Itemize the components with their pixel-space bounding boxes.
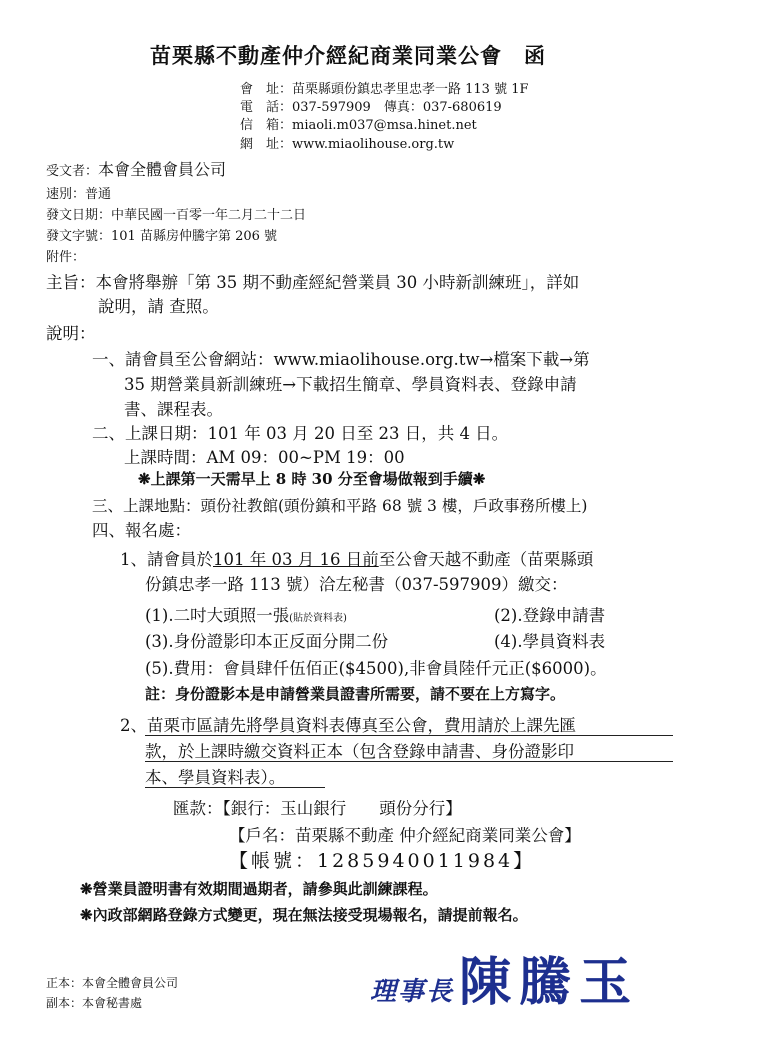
item2-line1: 二、上課日期：101 年 03 月 20 日至 23 日，共 4 日。 xyxy=(92,424,509,443)
document-title: 苗栗縣不動產仲介經紀商業同業公會 函 xyxy=(150,43,546,68)
item1-line1: 一、請會員至公會網站：www.miaolihouse.org.tw→檔案下載→第 xyxy=(92,350,590,369)
item1-line2: 35 期營業員新訓練班→下載招生簡章、學員資料表、登錄申請 xyxy=(124,375,577,394)
sub1-suffix: 至公會天越不動產（苗栗縣頭 xyxy=(378,550,594,569)
attach-line: 附件： xyxy=(46,250,86,265)
sub2-line2: 款，於上課時繳交資料正本（包含登錄申請書、身份證影印 xyxy=(145,742,574,761)
item3-line: 三、上課地點：頭份社教館(頭份鎮和平路 68 號 3 樓，戶政事務所樓上) xyxy=(92,497,588,515)
id-note: 註：身份證影本是申請營業員證書所需要，請不要在上方寫字。 xyxy=(145,685,566,703)
recipient-value: 本會全體會員公司 xyxy=(98,160,227,179)
speed-line: 速別：普通 xyxy=(46,187,112,202)
star-note-1: ❋營業員證明書有效期間過期者，請參與此訓練課程。 xyxy=(80,880,438,898)
header-website: 網 址：www.miaolihouse.org.tw xyxy=(240,137,455,152)
sub1-line1 xyxy=(120,546,593,570)
option-4: (4).學員資料表 xyxy=(494,632,606,651)
item2-note: ❋上課第一天需早上 8 時 30 分至會場做報到手續❋ xyxy=(138,470,486,488)
signature-role: 理事長 xyxy=(370,977,455,1007)
option-1 xyxy=(145,602,347,626)
option-3: (3).身份證影印本正反面分開二份 xyxy=(145,632,389,651)
signature-name: 陳騰玉 xyxy=(459,953,640,1013)
account-number-line: 【帳號：1285940011984】 xyxy=(229,850,536,872)
footer-original: 正本：本會全體會員公司 xyxy=(46,976,179,990)
item1-line3: 書、課程表。 xyxy=(124,400,223,419)
recipient-label: 受文者： xyxy=(46,164,99,179)
item4-line: 四、報名處： xyxy=(92,521,191,540)
option-2: (2).登錄申請書 xyxy=(494,606,606,625)
subject-line-2: 說明，請 查照。 xyxy=(98,297,219,316)
explain-label: 說明： xyxy=(46,324,96,343)
footer-copy: 副本：本會秘書處 xyxy=(46,996,143,1010)
header-phone: 電 話：037-597909 傳真：037-680619 xyxy=(240,100,502,115)
subject-line-1: 主旨：本會將舉辦「第 35 期不動產經紀營業員 30 小時新訓練班」，詳如 xyxy=(46,273,580,292)
sub2-underline-3 xyxy=(145,787,325,788)
sub2-line1: 2、苗栗市區請先將學員資料表傳真至公會，費用請於上課先匯 xyxy=(120,716,576,735)
option-1-text: (1).二吋大頭照一張 xyxy=(145,606,290,625)
item2-line2: 上課時間：AM 09：00~PM 19：00 xyxy=(124,448,405,467)
sub2-line3: 本、學員資料表）。 xyxy=(145,768,286,787)
date-line: 發文日期：中華民國一百零一年二月二十二日 xyxy=(46,208,307,223)
option-5: (5).費用：會員肆仟伍佰正($4500),非會員陸仟元正($6000)。 xyxy=(145,659,607,678)
signature xyxy=(370,940,639,1015)
header-address: 會 址：苗栗縣頭份鎮忠孝里忠孝一路 113 號 1F xyxy=(240,82,529,97)
star-note-2: ❋內政部網路登錄方式變更，現在無法接受現場報名，請提前報名。 xyxy=(80,906,528,924)
docno-line: 發文字號：101 苗縣房仲騰字第 206 號 xyxy=(46,229,278,244)
sub1-prefix: 1、請會員於 xyxy=(120,550,213,569)
bank-line: 匯款：【銀行：玉山銀行 頭份分行】 xyxy=(173,799,462,818)
sub2-underline-1 xyxy=(145,735,673,736)
option-1-note: (貼於資料表) xyxy=(289,613,347,624)
sub1-line2: 份鎮忠孝一路 113 號）洽左秘書（037-597909）繳交： xyxy=(145,575,568,594)
header-email: 信 箱：miaoli.m037@msa.hinet.net xyxy=(240,118,477,133)
account-name-line: 【戶名：苗栗縣不動產 仲介經紀商業同業公會】 xyxy=(229,826,581,845)
sub1-deadline: 101 年 03 月 16 日前 xyxy=(213,550,379,569)
sub2-underline-2 xyxy=(145,761,673,762)
recipient-line xyxy=(46,157,226,180)
